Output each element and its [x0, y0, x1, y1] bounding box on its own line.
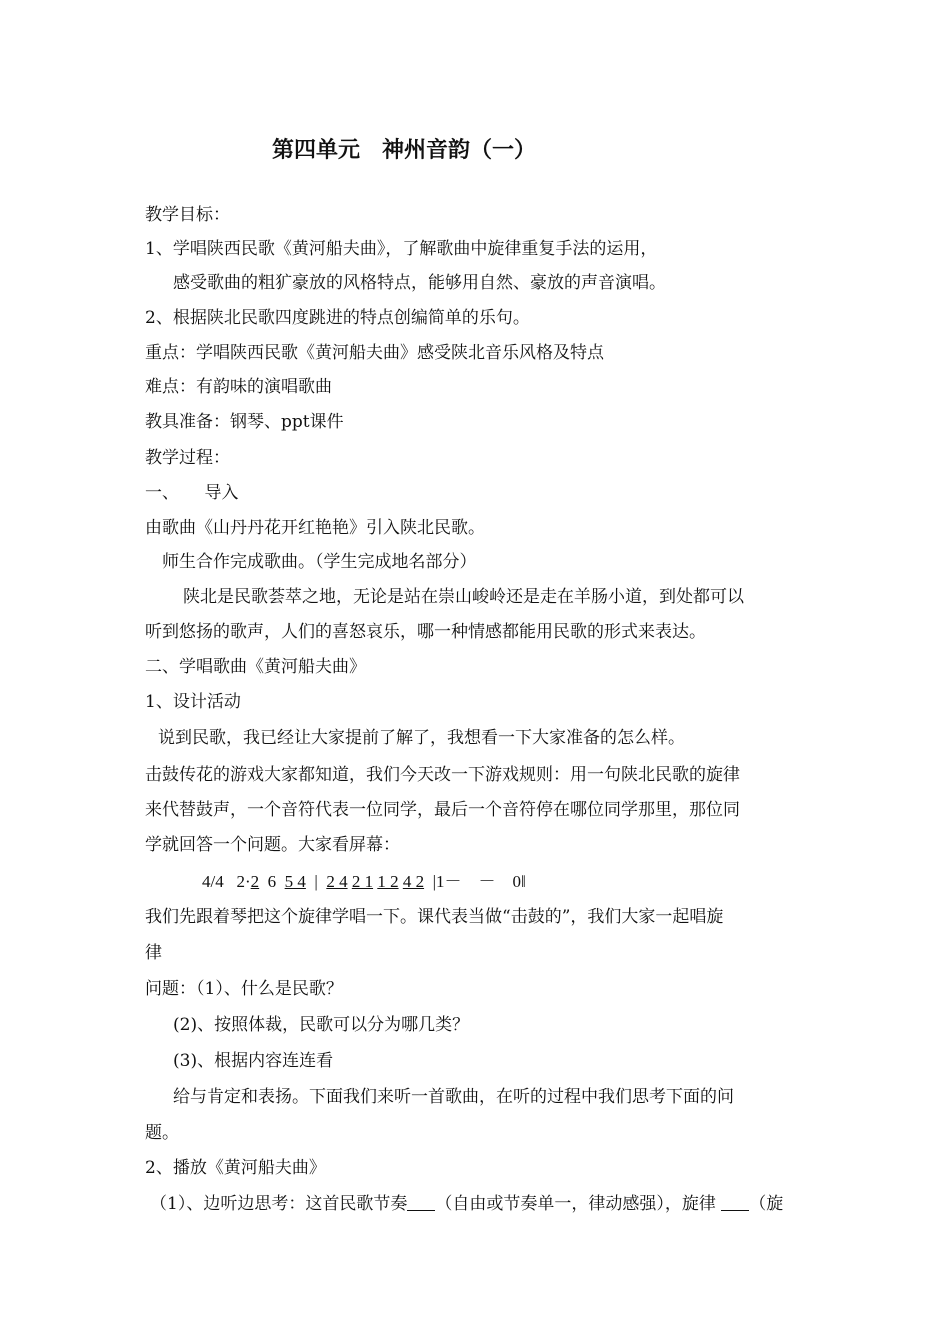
difficulty: 难点：有韵味的演唱歌曲: [145, 377, 332, 397]
melody-note: 4 2: [402, 872, 425, 891]
melody-notation: [202, 870, 526, 894]
melody-barline: |: [314, 872, 318, 891]
follow-line-b: 律: [145, 943, 162, 963]
melody-meter: 4/4: [202, 872, 224, 891]
goals-label: 教学目标：: [145, 205, 230, 225]
answer-blank[interactable]: [407, 1194, 435, 1211]
game-line-a: 击鼓传花的游戏大家都知道，我们今天改一下游戏规则：用一句陕北民歌的旋律: [145, 765, 740, 785]
listen-text-a: （1）、边听边思考：这首民歌节奏: [150, 1194, 408, 1214]
answer-blank[interactable]: [721, 1194, 749, 1211]
process-label: 教学过程：: [145, 448, 230, 468]
goal-1-line-a: 1、学唱陕西民歌《黄河船夫曲》，了解歌曲中旋律重复手法的运用，: [145, 239, 658, 259]
paragraph-1-line-b: 听到悠扬的歌声，人们的喜怒哀乐，哪一种情感都能用民歌的形式来表达。: [145, 622, 706, 642]
intro-line-2: 师生合作完成歌曲。（学生完成地名部分）: [162, 552, 477, 572]
listen-text-b: （自由或节奏单一，律动感强），旋律: [435, 1194, 716, 1214]
melody-note: 1 2: [377, 872, 399, 891]
melody-note: 2 4: [326, 872, 348, 891]
talk-line: 说到民歌，我已经让大家提前了解了，我想看一下大家准备的怎么样。: [158, 728, 685, 748]
melody-note: 6: [267, 872, 277, 891]
section-1-heading: 一、 导入: [145, 483, 239, 503]
melody-ending: |1－ － 0‖: [432, 872, 526, 891]
melody-note: 2·: [236, 872, 251, 891]
praise-line-b: 题。: [145, 1123, 179, 1143]
melody-note: 2 1: [351, 872, 374, 891]
paragraph-1-line-a: 陕北是民歌荟萃之地，无论是站在崇山峻岭还是走在羊肠小道，到处都可以: [183, 587, 744, 607]
step-2-heading: 2、播放《黄河船夫曲》: [145, 1158, 326, 1178]
game-line-c: 学就回答一个问题。大家看屏幕：: [145, 835, 400, 855]
question-3: (3)、根据内容连连看: [173, 1051, 334, 1071]
page-title: 第四单元 神州音韵（一）: [272, 138, 537, 163]
key-point: 重点：学唱陕西民歌《黄河船夫曲》感受陕北音乐风格及特点: [145, 343, 604, 363]
listen-question: [150, 1192, 783, 1216]
goal-1-line-b: 感受歌曲的粗犷豪放的风格特点，能够用自然、豪放的声音演唱。: [173, 273, 666, 293]
teaching-tools: 教具准备：钢琴、ppt课件: [145, 412, 344, 432]
game-line-b: 来代替鼓声，一个音符代表一位同学，最后一个音符停在哪位同学那里，那位同: [145, 800, 740, 820]
praise-line-a: 给与肯定和表扬。下面我们来听一首歌曲，在听的过程中我们思考下面的问: [173, 1087, 734, 1107]
melody-note: 2: [250, 872, 260, 891]
section-2-heading: 二、学唱歌曲《黄河船夫曲》: [145, 657, 366, 677]
step-1-heading: 1、设计活动: [145, 692, 241, 712]
intro-line-1: 由歌曲《山丹丹花开红艳艳》引入陕北民歌。: [145, 518, 485, 538]
question-1: 问题：（1）、什么是民歌？: [145, 979, 343, 999]
goal-2: 2、根据陕北民歌四度跳进的特点创编简单的乐句。: [145, 308, 530, 328]
melody-note: 5 4: [284, 872, 306, 891]
listen-text-c: （旋: [749, 1194, 784, 1214]
question-2: (2)、按照体裁，民歌可以分为哪几类？: [173, 1015, 470, 1035]
follow-line-a: 我们先跟着琴把这个旋律学唱一下。课代表当做“击鼓的”，我们大家一起唱旋: [145, 907, 724, 927]
